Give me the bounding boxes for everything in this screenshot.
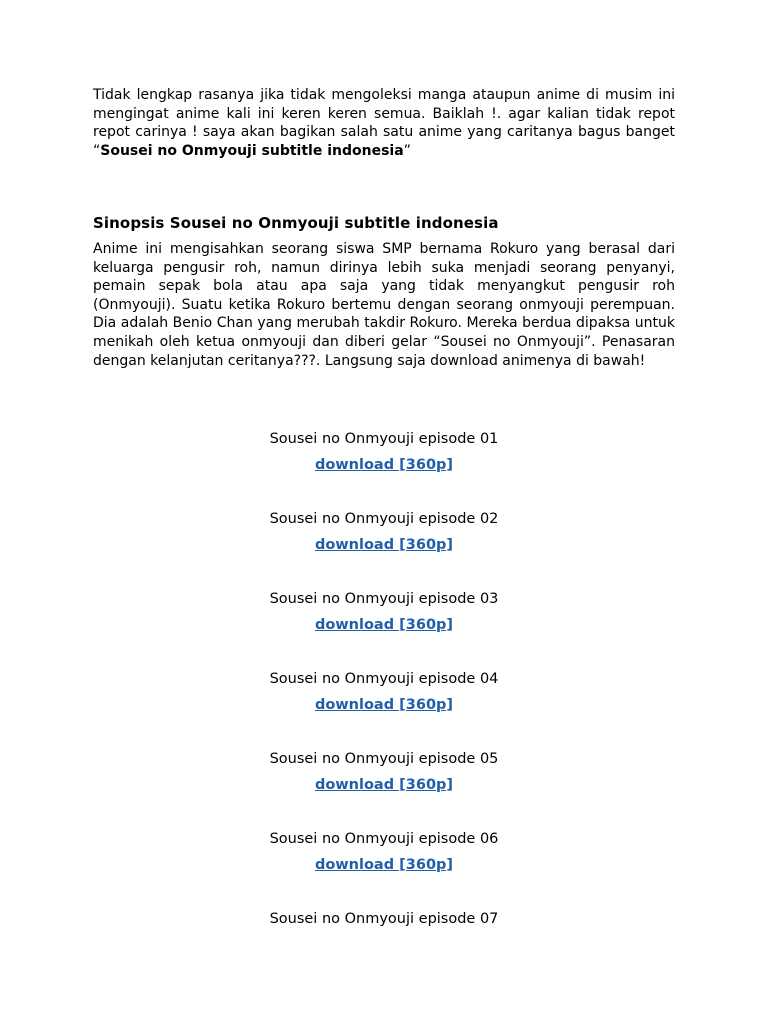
episode-item-03: [0, 590, 768, 670]
episode-item-06: [0, 830, 768, 910]
episode-item-01: [0, 430, 768, 510]
episode-title: Sousei no Onmyouji episode 07: [269, 911, 499, 927]
download-link[interactable]: download [360p]: [314, 537, 454, 553]
download-link[interactable]: download [360p]: [314, 617, 454, 633]
intro-paragraph: [93, 86, 675, 160]
episode-item-05: [0, 750, 768, 830]
episode-item-02: [0, 510, 768, 590]
synopsis-heading: Sinopsis Sousei no Onmyouji subtitle indonesia: [93, 214, 499, 232]
episode-item-07: [0, 910, 768, 990]
download-link[interactable]: download [360p]: [314, 777, 454, 793]
intro-closing-quote: ”: [403, 142, 411, 159]
download-link[interactable]: download [360p]: [314, 857, 454, 873]
episode-item-04: [0, 670, 768, 750]
download-link[interactable]: download [360p]: [314, 457, 454, 473]
intro-text: Tidak lengkap rasanya jika tidak mengoleksi manga ataupun anime di musim ini mengingat anime kali ini keren keren semua. Baiklah !. agar kalian tidak repot repot carinya ! saya akan bagikan salah satu anime yang caritanya bagus banget “: [93, 87, 675, 159]
episode-title: Sousei no Onmyouji episode 04: [269, 671, 499, 687]
episode-title: Sousei no Onmyouji episode 01: [269, 431, 499, 447]
synopsis-paragraph: Anime ini mengisahkan seorang siswa SMP bernama Rokuro yang berasal dari keluarga pengusir roh, namun dirinya lebih suka menjadi seorang penyanyi, pemain sepak bola atau apa saja yang tidak menyangkut pengusir roh (Onmyouji). Suatu ketika Rokuro bertemu dengan seorang onmyouji perempuan. Dia adalah Benio Chan yang merubah takdir Rokuro. Mereka berdua dipaksa untuk menikah oleh ketua onmyouji dan diberi gelar “Sousei no Onmyouji”. Penasaran dengan kelanjutan ceritanya???. Langsung saja download animenya di bawah!: [93, 241, 675, 369]
intro-bold-title: Sousei no Onmyouji subtitle indonesia: [100, 142, 404, 159]
episode-title: Sousei no Onmyouji episode 03: [269, 591, 499, 607]
download-link[interactable]: download [360p]: [314, 697, 454, 713]
episode-title: Sousei no Onmyouji episode 06: [269, 831, 499, 847]
episode-list: [0, 430, 768, 990]
episode-title: Sousei no Onmyouji episode 05: [269, 751, 499, 767]
episode-title: Sousei no Onmyouji episode 02: [269, 511, 499, 527]
